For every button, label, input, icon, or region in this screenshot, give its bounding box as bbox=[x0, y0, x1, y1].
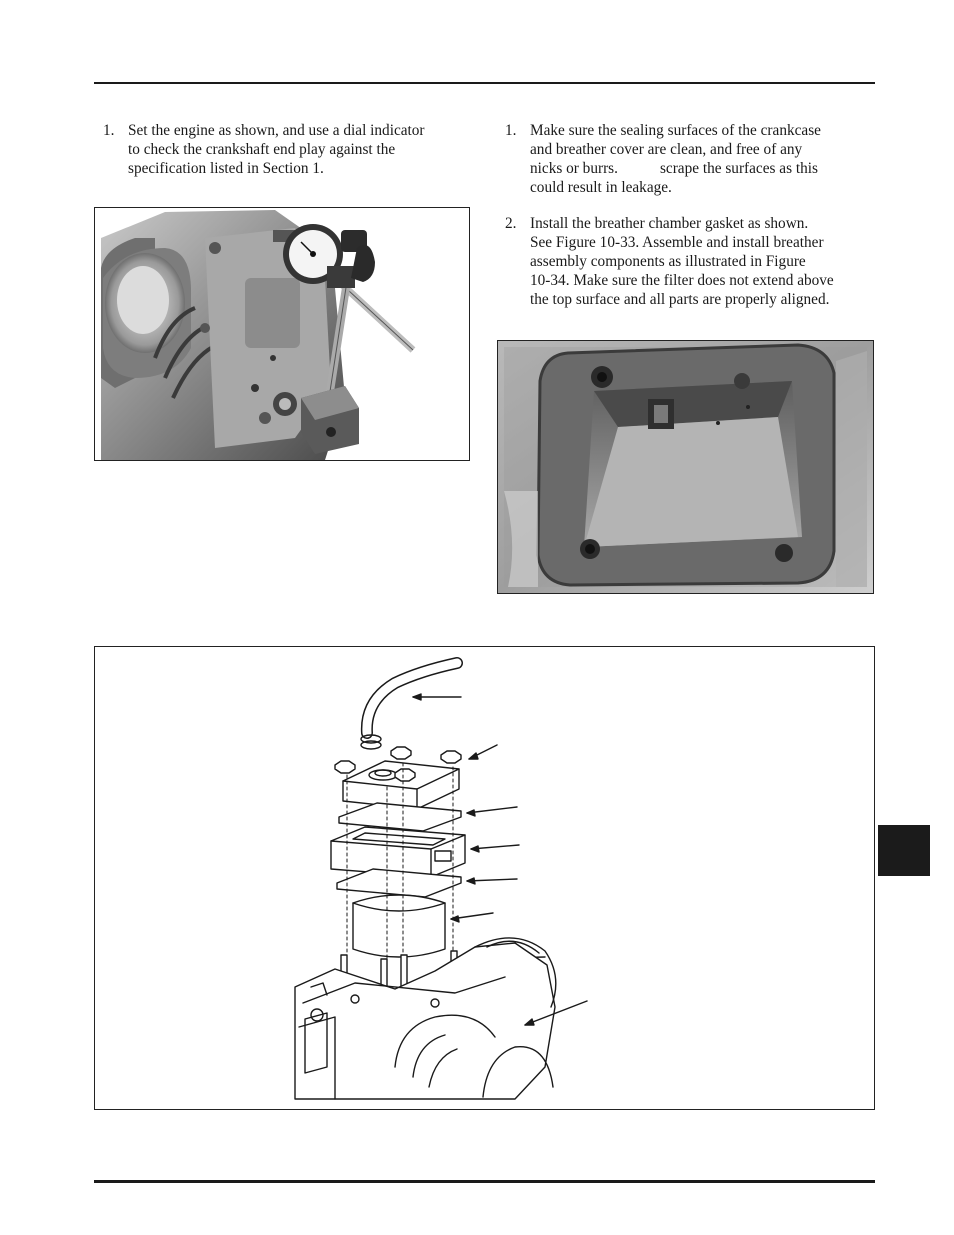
right-step-1 bbox=[505, 121, 875, 197]
right-step-2-line2: See Figure 10-33. Assemble and install breather bbox=[530, 234, 824, 251]
right-step-1-line3a: nicks or burrs. bbox=[530, 160, 618, 177]
left-step-1-line1: Set the engine as shown, and use a dial indicator bbox=[128, 122, 425, 139]
right-step-1-number: 1. bbox=[505, 122, 517, 139]
right-step-1-line4: could result in leakage. bbox=[530, 179, 672, 196]
right-step-1-line3b: scrape the surfaces as this bbox=[659, 160, 818, 177]
right-step-2-line4: 10-34. Make sure the filter does not extend above bbox=[530, 272, 834, 289]
right-step-1-line2: and breather cover are clean, and free of any bbox=[530, 141, 803, 158]
section-tab bbox=[878, 825, 930, 876]
footer-rule bbox=[94, 1180, 875, 1183]
left-step-1 bbox=[103, 121, 473, 178]
breather-assembly-figure bbox=[94, 646, 875, 1110]
right-step-2-number: 2. bbox=[505, 215, 517, 232]
right-step-2-line1: Install the breather chamber gasket as shown. bbox=[530, 215, 809, 232]
right-step-2-line3: assembly components as illustrated in Figure bbox=[530, 253, 806, 270]
right-step-2-line5: the top surface and all parts are properly aligned. bbox=[530, 291, 830, 308]
dial-indicator-photo bbox=[95, 208, 469, 460]
breather-gasket-photo-frame bbox=[497, 340, 874, 594]
left-step-1-line3: specification listed in Section 1. bbox=[128, 160, 324, 177]
right-step-2 bbox=[505, 214, 875, 309]
right-step-1-line1: Make sure the sealing surfaces of the crankcase bbox=[530, 122, 821, 139]
header-rule bbox=[94, 82, 875, 84]
breather-gasket-photo bbox=[498, 341, 873, 593]
left-step-1-line2: to check the crankshaft end play against the bbox=[128, 141, 396, 158]
dial-indicator-photo-frame bbox=[94, 207, 470, 461]
left-step-1-number: 1. bbox=[103, 122, 115, 139]
breather-assembly-diagram bbox=[95, 647, 874, 1109]
